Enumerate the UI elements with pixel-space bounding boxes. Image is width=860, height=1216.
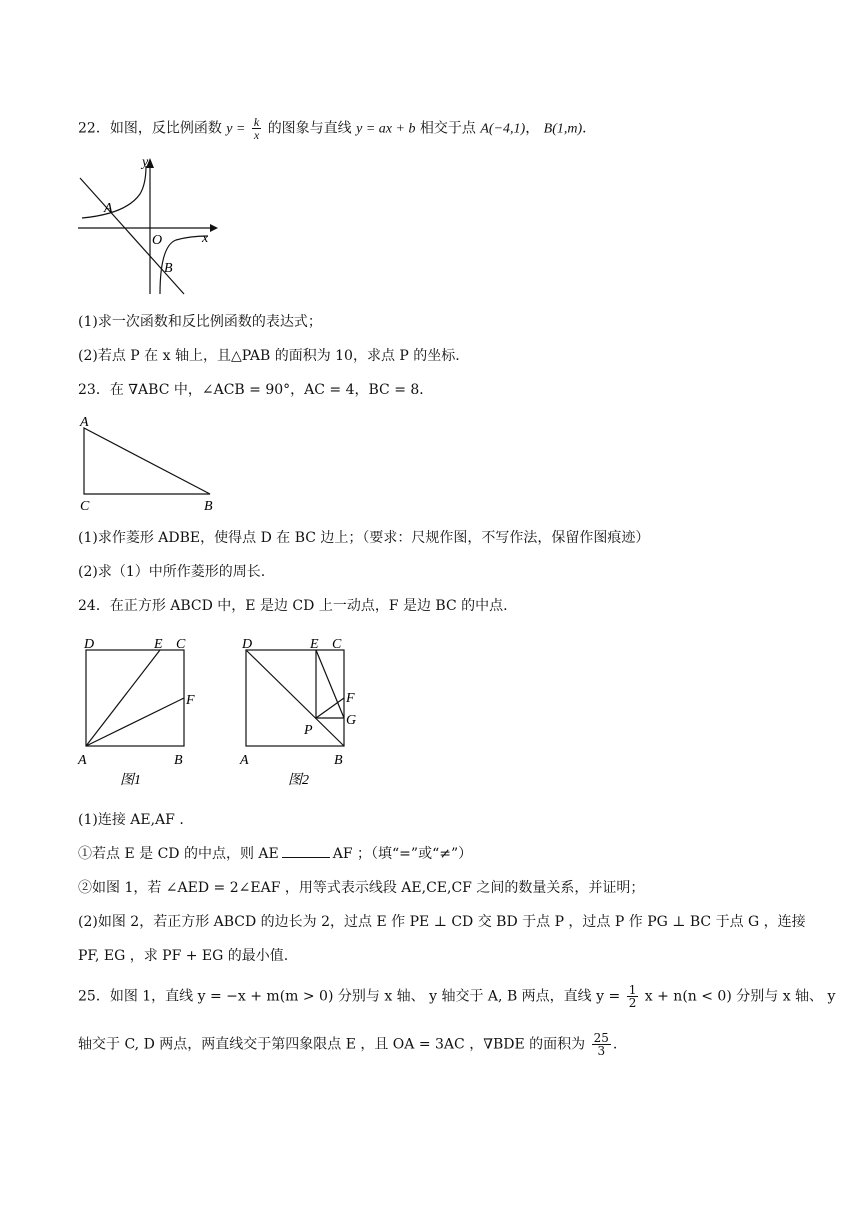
q24-part1a-pre: ①若点 E 是 CD 的中点，则 AE: [78, 846, 279, 862]
label-b: B: [334, 753, 343, 768]
label-x: x: [202, 231, 209, 246]
q24-figure-2: [236, 630, 376, 794]
q22-stem: [78, 116, 596, 141]
q25-half-fraction: [627, 984, 639, 1009]
q23-figure: [76, 414, 226, 514]
q24-stem: 24．在正方形 ABCD 中，E 是边 CD 上一动点，F 是边 BC 的中点.: [78, 598, 508, 614]
label-d: D: [84, 637, 95, 652]
q22-lead: 22．如图，反比例函数: [78, 120, 222, 137]
q22-frac-x: x: [253, 128, 260, 142]
q25-line1-post: x + n(n < 0) 分别与 x 轴、 y: [644, 988, 836, 1005]
caption: 图2: [288, 773, 309, 788]
label-c: C: [176, 637, 186, 652]
caption: 图1: [120, 773, 141, 788]
q23-part1: (1)求作菱形 ADBE，使得点 D 在 BC 边上；（要求：尺规作图，不写作法，保留作图痕迹）: [78, 530, 650, 546]
q22-yeq: y =: [226, 121, 246, 137]
label-a: A: [104, 201, 113, 216]
label-f: F: [186, 693, 195, 708]
q23-part2: (2)求（1）中所作菱形的周长.: [78, 564, 266, 580]
hyperbola-upper-branch: [82, 166, 146, 218]
q25-line2: [78, 1032, 617, 1057]
label-a: A: [240, 753, 249, 768]
q24-part2-line1: (2)如图 2，若正方形 ABCD 的边长为 2，过点 E 作 PE ⊥ CD 交 BD 于点 P ，过点 P 作 PG ⊥ BC 于点 G ，连接: [78, 914, 806, 930]
q25-end: .: [612, 1036, 618, 1053]
q22-end: ．: [582, 120, 597, 137]
label-p: P: [304, 723, 313, 738]
q22-point-b: B(1,m): [543, 121, 583, 137]
label-b: B: [204, 499, 213, 514]
square-abcd: [86, 650, 184, 746]
q22-part2: (2)若点 P 在 x 轴上，且△PAB 的面积为 10，求点 P 的坐标.: [78, 348, 460, 364]
diagonal-bd: [246, 650, 344, 746]
q22-mid: 的图象与直线: [267, 120, 352, 137]
label-o: O: [152, 233, 163, 248]
q24-part2-line2: PF, EG ，求 PF + EG 的最小值.: [78, 948, 289, 964]
label-b: B: [174, 753, 183, 768]
q25-line2-pre: 轴交于 C, D 两点，两直线交于第四象限点 E ，且 OA = 3AC ，∇BDE 的面积为: [78, 1036, 586, 1053]
label-a: A: [80, 415, 89, 430]
line-ab: [80, 178, 184, 294]
triangle-abc: [84, 428, 210, 494]
q25-line1: [78, 984, 835, 1009]
frac-den: 3: [597, 1044, 606, 1058]
q24-part1a-post: AF ；（填“=”或“≠”）: [332, 846, 473, 862]
label-g: G: [346, 713, 357, 728]
q22-line-eq: y = ax + b: [356, 121, 416, 137]
segment-af: [86, 698, 184, 746]
q22-frac-k: k: [253, 115, 260, 129]
label-y: y: [142, 155, 149, 170]
answer-blank[interactable]: [282, 845, 330, 858]
q23-stem: 23．在 ∇ABC 中，∠ACB = 90°，AC = 4，BC = 8．: [78, 382, 434, 398]
frac-num: 25: [593, 1031, 609, 1045]
q22-mid2: 相交于点: [419, 120, 476, 137]
q25-area-fraction: [592, 1032, 611, 1057]
label-e: E: [154, 637, 163, 652]
label-e: E: [310, 637, 319, 652]
q24-part1: (1)连接 AE,AF .: [78, 812, 184, 828]
q24-part1b: ②如图 1，若 ∠AED = 2∠EAF ，用等式表示线段 AE,CE,CF 之间的数量关系，并证明；: [78, 880, 645, 896]
q22-fraction: [252, 116, 261, 141]
label-d: D: [242, 637, 253, 652]
label-c: C: [80, 499, 90, 514]
q22-point-a: A(−4,1): [480, 121, 526, 137]
q22-part1: (1)求一次函数和反比例函数的表达式；: [78, 314, 322, 330]
x-axis-arrow: [210, 224, 218, 232]
segment-ae: [86, 650, 160, 746]
q24-part1a: [78, 844, 472, 864]
label-f: F: [346, 691, 355, 706]
q22-comma: ，: [525, 120, 540, 137]
label-a: A: [78, 753, 87, 768]
frac-num: 1: [628, 983, 637, 997]
frac-den: 2: [628, 996, 637, 1010]
label-b: B: [164, 261, 173, 276]
q22-figure: [76, 154, 226, 298]
q25-line1-pre: 25．如图 1，直线 y = −x + m(m > 0) 分别与 x 轴、 y 轴交于 A, B 两点，直线 y =: [78, 988, 621, 1005]
q24-figure-1: [76, 630, 206, 794]
label-c: C: [332, 637, 342, 652]
